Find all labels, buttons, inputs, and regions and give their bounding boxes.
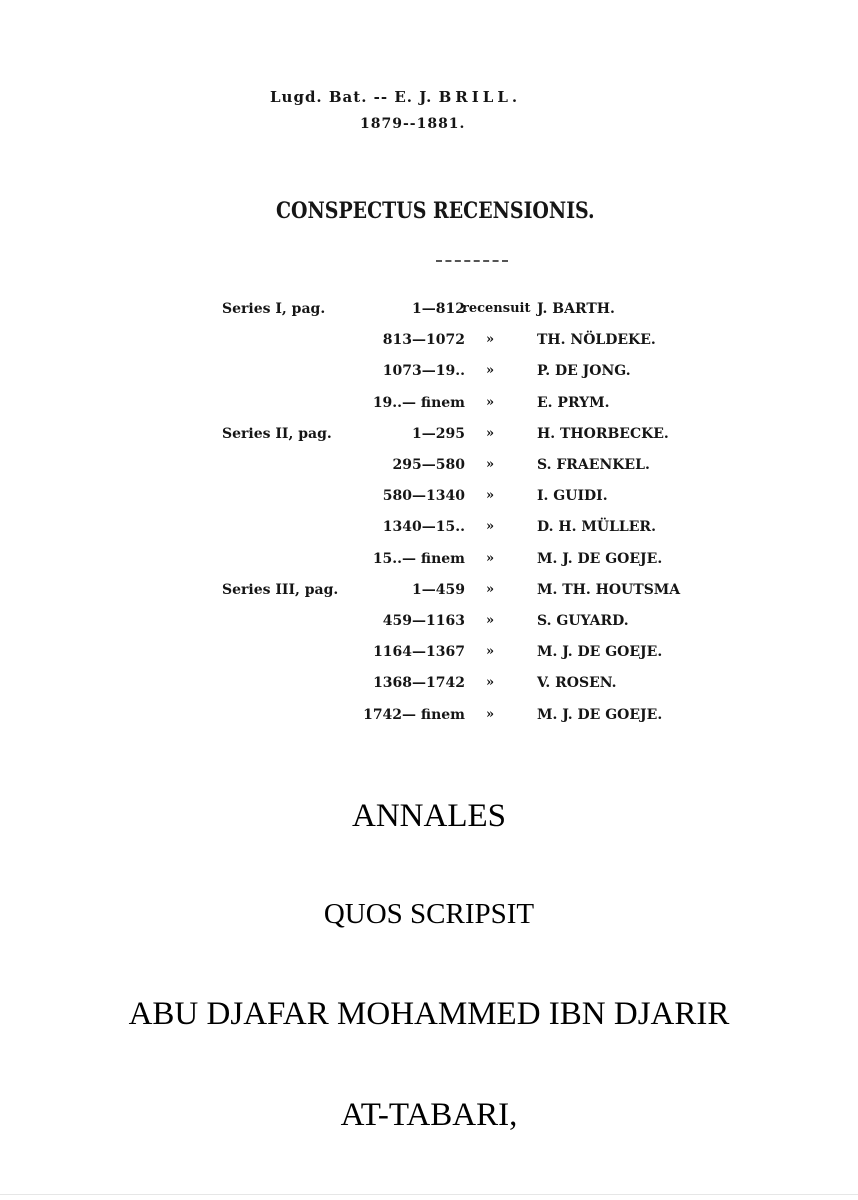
connector-text: » — [486, 488, 495, 504]
recension-row — [0, 327, 858, 353]
page-range: 19..— finem — [372, 394, 465, 411]
connector-text: » — [486, 332, 495, 348]
recension-row — [0, 390, 858, 416]
page-range: 1742— finem — [363, 706, 465, 723]
recension-row — [0, 296, 858, 322]
title-author: ABU DJAFAR MOHAMMED IBN DJARIR — [128, 996, 730, 1032]
editor-name: S. FRAENKEL. — [537, 457, 650, 473]
connector-text: » — [486, 613, 495, 628]
page-edge-line — [0, 1194, 858, 1195]
editor-name: TH. NÖLDEKE. — [537, 332, 656, 349]
page-range: 1368—1742 — [373, 675, 465, 692]
page-range: 1—295 — [412, 425, 465, 442]
title-annales: ANNALES — [352, 798, 506, 834]
publication-years: 1879--1881. — [360, 116, 466, 132]
editor-name: S. GUYARD. — [537, 613, 629, 629]
conspectus-title: CONSPECTUS RECENSIONIS. — [275, 198, 595, 224]
editor-name: P. DE JONG. — [537, 363, 631, 380]
editor-name: H. THORBECKE. — [537, 425, 669, 442]
editor-name: M. J. DE GOEJE. — [537, 706, 663, 723]
recension-row — [0, 452, 858, 478]
page-range: 15..— finem — [372, 550, 465, 567]
recension-row — [0, 483, 858, 509]
recension-row — [0, 702, 858, 728]
recension-row — [0, 577, 858, 603]
page-range: 813—1072 — [382, 332, 465, 349]
editor-name: D. H. MÜLLER. — [537, 519, 656, 536]
editor-name: J. BARTH. — [537, 301, 615, 317]
publisher-initials: E. J. — [394, 88, 433, 106]
editor-name: M. TH. HOUTSMA — [537, 581, 681, 598]
connector-text: » — [486, 550, 495, 566]
page-range: 1073—19.. — [382, 363, 465, 380]
recension-row — [0, 546, 858, 572]
connector-text: » — [486, 394, 495, 410]
recension-row — [0, 421, 858, 447]
page-range: 580—1340 — [382, 488, 465, 505]
publisher-dash: -- — [373, 88, 389, 106]
recension-row — [0, 514, 858, 540]
connector-text: » — [486, 644, 495, 660]
page-range: 1—812 — [412, 301, 465, 317]
page-range: 1164—1367 — [373, 644, 465, 661]
connector-text: » — [486, 425, 495, 441]
page-range: 1340—15.. — [382, 519, 465, 536]
publisher-name: BRILL. — [438, 88, 522, 106]
editor-name: E. PRYM. — [537, 394, 610, 411]
editor-name: I. GUIDI. — [537, 488, 608, 505]
recension-row — [0, 670, 858, 696]
editor-name: M. J. DE GOEJE. — [537, 644, 663, 661]
series-label: Series II, pag. — [222, 425, 332, 442]
page-range: 1—459 — [412, 581, 465, 598]
connector-text: recensuit — [462, 301, 531, 316]
series-label: Series I, pag. — [222, 301, 326, 317]
editor-name: M. J. DE GOEJE. — [537, 550, 663, 567]
page-range: 459—1163 — [382, 613, 465, 629]
connector-text: » — [486, 363, 495, 379]
page-range: 295—580 — [392, 457, 465, 473]
title-at-tabari: AT-TABARI, — [340, 1097, 518, 1133]
recension-row — [0, 358, 858, 384]
connector-text: » — [486, 457, 495, 472]
recension-row — [0, 639, 858, 665]
connector-text: » — [486, 581, 495, 597]
editor-name: V. ROSEN. — [537, 675, 617, 692]
connector-text: » — [486, 675, 495, 691]
connector-text: » — [486, 519, 495, 535]
publisher-place: Lugd. Bat. — [270, 88, 368, 106]
connector-text: » — [486, 706, 495, 722]
recension-row — [0, 608, 858, 634]
series-label: Series III, pag. — [222, 581, 339, 598]
title-quos-scripsit: QUOS SCRIPSIT — [323, 898, 535, 930]
